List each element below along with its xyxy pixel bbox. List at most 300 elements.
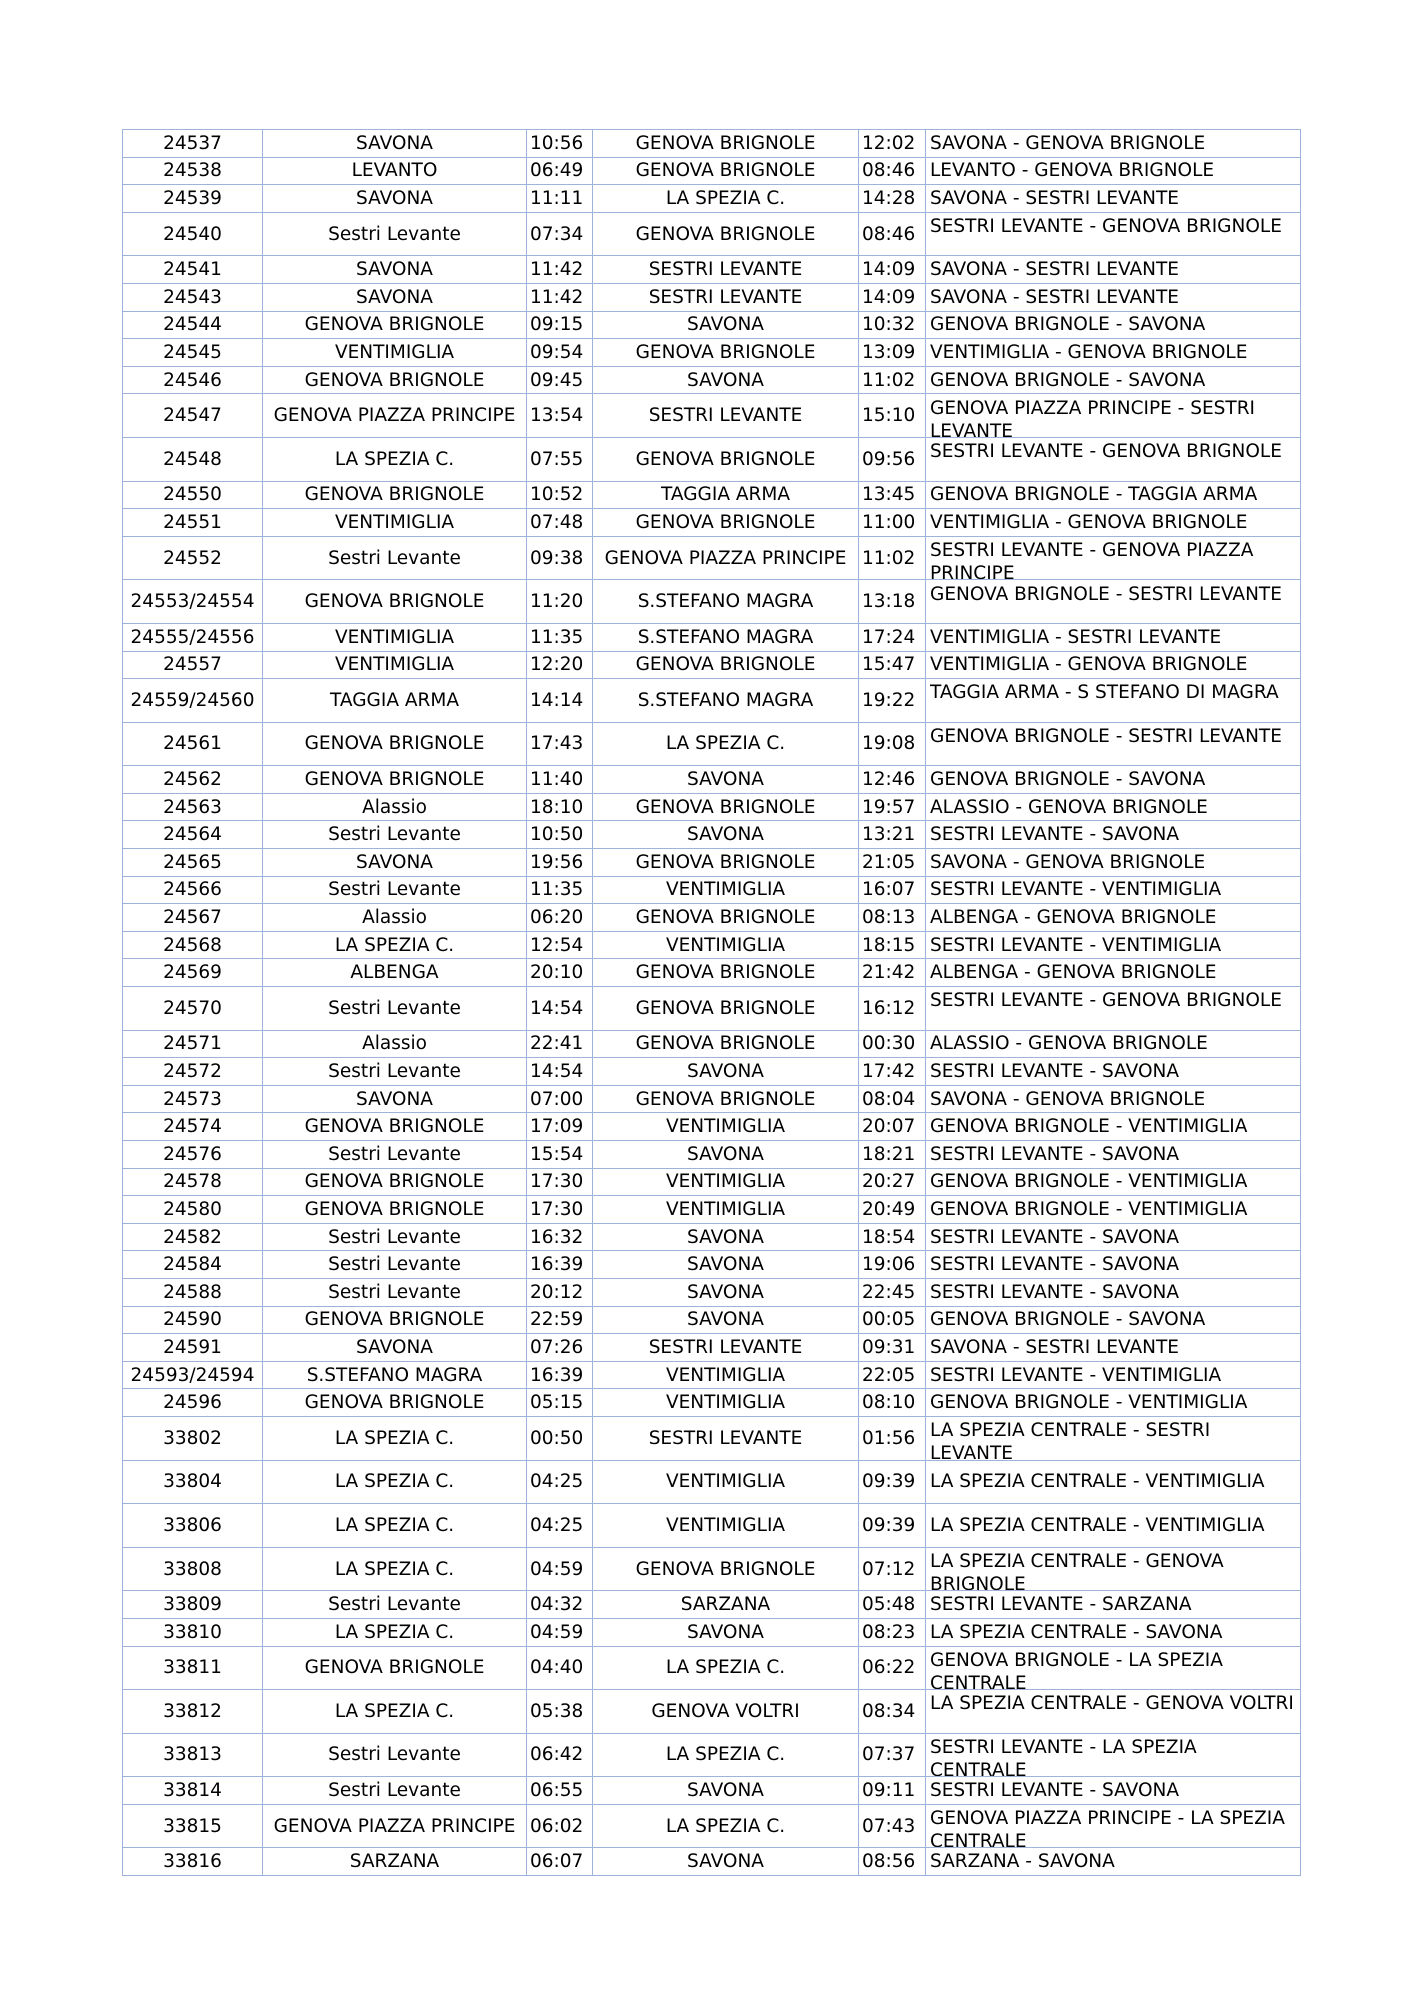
table-row [123, 481, 1301, 509]
departure-time-cell: 07:26 [527, 1334, 593, 1362]
origin-station-cell: Sestri Levante [263, 1141, 527, 1169]
table-row [123, 1223, 1301, 1251]
timetable [122, 129, 1301, 1876]
departure-time-cell: 07:34 [527, 212, 593, 256]
arrival-time-cell: 22:05 [859, 1361, 926, 1389]
train-number-cell: 24545 [123, 339, 263, 367]
table-row [123, 679, 1301, 723]
route-description-cell [926, 987, 1301, 1031]
train-number-cell: 24540 [123, 212, 263, 256]
table-row [123, 509, 1301, 537]
departure-time-cell: 15:54 [527, 1141, 593, 1169]
train-number-cell: 24555/24556 [123, 623, 263, 651]
origin-station-cell: GENOVA BRIGNOLE [263, 1168, 527, 1196]
table-row [123, 1168, 1301, 1196]
departure-time-cell: 18:10 [527, 793, 593, 821]
origin-station-cell: Sestri Levante [263, 876, 527, 904]
origin-station-cell: Alassio [263, 1030, 527, 1058]
arrival-time-cell: 20:27 [859, 1168, 926, 1196]
destination-station-cell: GENOVA BRIGNOLE [593, 793, 859, 821]
table-row [123, 1361, 1301, 1389]
arrival-time-cell: 13:21 [859, 821, 926, 849]
train-number-cell: 24541 [123, 256, 263, 284]
origin-station-cell: GENOVA BRIGNOLE [263, 1389, 527, 1417]
destination-station-cell: S.STEFANO MAGRA [593, 623, 859, 651]
arrival-time-cell: 19:06 [859, 1251, 926, 1279]
route-description-cell: SAVONA - GENOVA BRIGNOLE [926, 1085, 1301, 1113]
train-number-cell: 24580 [123, 1196, 263, 1224]
origin-station-cell: SAVONA [263, 849, 527, 877]
departure-time-cell: 06:02 [527, 1804, 593, 1848]
route-description-cell: GENOVA BRIGNOLE - VENTIMIGLIA [926, 1168, 1301, 1196]
departure-time-cell: 06:07 [527, 1848, 593, 1876]
origin-station-cell: LA SPEZIA C. [263, 1504, 527, 1548]
arrival-time-cell: 19:08 [859, 722, 926, 766]
route-description-cell: SESTRI LEVANTE - VENTIMIGLIA [926, 1361, 1301, 1389]
destination-station-cell: VENTIMIGLIA [593, 1504, 859, 1548]
departure-time-cell: 16:32 [527, 1223, 593, 1251]
route-description-cell: GENOVA BRIGNOLE - SAVONA [926, 1306, 1301, 1334]
origin-station-cell: TAGGIA ARMA [263, 679, 527, 723]
train-number-cell: 24539 [123, 185, 263, 213]
route-description-cell: SESTRI LEVANTE - SAVONA [926, 1141, 1301, 1169]
table-row [123, 1646, 1301, 1690]
train-number-cell: 33808 [123, 1547, 263, 1591]
arrival-time-cell: 08:10 [859, 1389, 926, 1417]
route-description-text: GENOVA PIAZZA PRINCIPE - SESTRI LEVANTE [930, 397, 1256, 437]
train-number-cell: 24588 [123, 1278, 263, 1306]
destination-station-cell: GENOVA VOLTRI [593, 1690, 859, 1734]
departure-time-cell: 04:25 [527, 1504, 593, 1548]
destination-station-cell: GENOVA BRIGNOLE [593, 130, 859, 158]
arrival-time-cell: 09:11 [859, 1777, 926, 1805]
arrival-time-cell: 00:05 [859, 1306, 926, 1334]
train-number-cell: 24559/24560 [123, 679, 263, 723]
origin-station-cell: ALBENGA [263, 959, 527, 987]
origin-station-cell: Sestri Levante [263, 1591, 527, 1619]
route-description-cell: SAVONA - SESTRI LEVANTE [926, 256, 1301, 284]
origin-station-cell: Alassio [263, 793, 527, 821]
arrival-time-cell: 07:37 [859, 1733, 926, 1777]
table-row [123, 1733, 1301, 1777]
route-description-text: GENOVA BRIGNOLE - SESTRI LEVANTE [930, 583, 1282, 605]
train-number-cell: 24582 [123, 1223, 263, 1251]
departure-time-cell: 12:20 [527, 651, 593, 679]
origin-station-cell: GENOVA BRIGNOLE [263, 766, 527, 794]
table-row [123, 1030, 1301, 1058]
origin-station-cell: GENOVA BRIGNOLE [263, 1306, 527, 1334]
destination-station-cell: SAVONA [593, 311, 859, 339]
table-row [123, 1085, 1301, 1113]
train-number-cell: 33813 [123, 1733, 263, 1777]
destination-station-cell: SAVONA [593, 1306, 859, 1334]
departure-time-cell: 06:55 [527, 1777, 593, 1805]
table-row [123, 793, 1301, 821]
table-row [123, 157, 1301, 185]
departure-time-cell: 07:55 [527, 437, 593, 481]
train-number-cell: 24563 [123, 793, 263, 821]
departure-time-cell: 09:54 [527, 339, 593, 367]
train-number-cell: 33810 [123, 1618, 263, 1646]
departure-time-cell: 04:32 [527, 1591, 593, 1619]
route-description-cell: LEVANTO - GENOVA BRIGNOLE [926, 157, 1301, 185]
destination-station-cell: SAVONA [593, 1278, 859, 1306]
destination-station-cell: SESTRI LEVANTE [593, 283, 859, 311]
train-number-cell: 24565 [123, 849, 263, 877]
train-number-cell: 24591 [123, 1334, 263, 1362]
table-row [123, 212, 1301, 256]
departure-time-cell: 12:54 [527, 931, 593, 959]
origin-station-cell: VENTIMIGLIA [263, 623, 527, 651]
destination-station-cell: VENTIMIGLIA [593, 931, 859, 959]
train-number-cell: 24572 [123, 1058, 263, 1086]
route-description-cell [926, 1547, 1301, 1591]
departure-time-cell: 06:42 [527, 1733, 593, 1777]
table-row [123, 339, 1301, 367]
arrival-time-cell: 08:34 [859, 1690, 926, 1734]
route-description-cell [926, 1804, 1301, 1848]
destination-station-cell: SAVONA [593, 1777, 859, 1805]
table-row [123, 876, 1301, 904]
departure-time-cell: 11:42 [527, 283, 593, 311]
departure-time-cell: 17:43 [527, 722, 593, 766]
route-description-cell [926, 1733, 1301, 1777]
route-description-text: GENOVA PIAZZA PRINCIPE - LA SPEZIA CENTRALE [930, 1808, 1285, 1848]
departure-time-cell: 04:25 [527, 1460, 593, 1504]
departure-time-cell: 22:59 [527, 1306, 593, 1334]
route-description-cell [926, 1646, 1301, 1690]
route-description-cell: VENTIMIGLIA - GENOVA BRIGNOLE [926, 339, 1301, 367]
train-number-cell: 24570 [123, 987, 263, 1031]
train-number-cell: 24571 [123, 1030, 263, 1058]
arrival-time-cell: 19:57 [859, 793, 926, 821]
train-number-cell: 24576 [123, 1141, 263, 1169]
route-description-cell: SESTRI LEVANTE - VENTIMIGLIA [926, 876, 1301, 904]
destination-station-cell: SAVONA [593, 1058, 859, 1086]
origin-station-cell: S.STEFANO MAGRA [263, 1361, 527, 1389]
arrival-time-cell: 07:12 [859, 1547, 926, 1591]
origin-station-cell: LA SPEZIA C. [263, 1618, 527, 1646]
table-row [123, 1460, 1301, 1504]
origin-station-cell: LA SPEZIA C. [263, 437, 527, 481]
train-number-cell: 33802 [123, 1416, 263, 1460]
origin-station-cell: SAVONA [263, 1334, 527, 1362]
route-description-cell: SAVONA - SESTRI LEVANTE [926, 283, 1301, 311]
destination-station-cell: GENOVA BRIGNOLE [593, 1030, 859, 1058]
table-row [123, 959, 1301, 987]
train-number-cell: 33816 [123, 1848, 263, 1876]
origin-station-cell: Sestri Levante [263, 1733, 527, 1777]
origin-station-cell: Sestri Levante [263, 821, 527, 849]
destination-station-cell: SAVONA [593, 821, 859, 849]
destination-station-cell: GENOVA BRIGNOLE [593, 212, 859, 256]
route-description-cell: ALASSIO - GENOVA BRIGNOLE [926, 793, 1301, 821]
departure-time-cell: 09:38 [527, 536, 593, 580]
route-description-text: LA SPEZIA CENTRALE - SESTRI LEVANTE [930, 1420, 1211, 1460]
table-row [123, 580, 1301, 624]
departure-time-cell: 07:48 [527, 509, 593, 537]
origin-station-cell: LEVANTO [263, 157, 527, 185]
destination-station-cell: VENTIMIGLIA [593, 1168, 859, 1196]
train-number-cell: 24548 [123, 437, 263, 481]
departure-time-cell: 11:35 [527, 623, 593, 651]
arrival-time-cell: 08:46 [859, 212, 926, 256]
departure-time-cell: 20:10 [527, 959, 593, 987]
train-number-cell: 24584 [123, 1251, 263, 1279]
departure-time-cell: 10:56 [527, 130, 593, 158]
table-row [123, 1141, 1301, 1169]
departure-time-cell: 11:11 [527, 185, 593, 213]
timetable-body [123, 130, 1301, 1876]
origin-station-cell: LA SPEZIA C. [263, 1416, 527, 1460]
train-number-cell: 33806 [123, 1504, 263, 1548]
origin-station-cell: SARZANA [263, 1848, 527, 1876]
destination-station-cell: LA SPEZIA C. [593, 1733, 859, 1777]
departure-time-cell: 11:20 [527, 580, 593, 624]
origin-station-cell: GENOVA BRIGNOLE [263, 580, 527, 624]
destination-station-cell: GENOVA BRIGNOLE [593, 849, 859, 877]
train-number-cell: 24550 [123, 481, 263, 509]
route-description-cell: LA SPEZIA CENTRALE - SAVONA [926, 1618, 1301, 1646]
route-description-cell: GENOVA BRIGNOLE - VENTIMIGLIA [926, 1196, 1301, 1224]
route-description-cell: VENTIMIGLIA - GENOVA BRIGNOLE [926, 509, 1301, 537]
table-row [123, 1196, 1301, 1224]
train-number-cell: 33815 [123, 1804, 263, 1848]
train-number-cell: 33812 [123, 1690, 263, 1734]
destination-station-cell: GENOVA BRIGNOLE [593, 437, 859, 481]
origin-station-cell: GENOVA BRIGNOLE [263, 1113, 527, 1141]
route-description-text: SESTRI LEVANTE - LA SPEZIA CENTRALE [930, 1736, 1197, 1776]
train-number-cell: 24568 [123, 931, 263, 959]
destination-station-cell: SAVONA [593, 366, 859, 394]
route-description-cell: SESTRI LEVANTE - VENTIMIGLIA [926, 931, 1301, 959]
destination-station-cell: SAVONA [593, 1848, 859, 1876]
arrival-time-cell: 18:54 [859, 1223, 926, 1251]
arrival-time-cell: 08:04 [859, 1085, 926, 1113]
arrival-time-cell: 19:22 [859, 679, 926, 723]
arrival-time-cell: 08:13 [859, 904, 926, 932]
table-row [123, 1848, 1301, 1876]
departure-time-cell: 20:12 [527, 1278, 593, 1306]
arrival-time-cell: 14:28 [859, 185, 926, 213]
origin-station-cell: LA SPEZIA C. [263, 1690, 527, 1734]
arrival-time-cell: 20:07 [859, 1113, 926, 1141]
arrival-time-cell: 12:46 [859, 766, 926, 794]
table-row [123, 437, 1301, 481]
arrival-time-cell: 11:02 [859, 536, 926, 580]
destination-station-cell: S.STEFANO MAGRA [593, 580, 859, 624]
departure-time-cell: 06:20 [527, 904, 593, 932]
departure-time-cell: 16:39 [527, 1251, 593, 1279]
destination-station-cell: VENTIMIGLIA [593, 876, 859, 904]
route-description-cell [926, 679, 1301, 723]
arrival-time-cell: 12:02 [859, 130, 926, 158]
train-number-cell: 33809 [123, 1591, 263, 1619]
origin-station-cell: SAVONA [263, 1085, 527, 1113]
train-number-cell: 24551 [123, 509, 263, 537]
route-description-text: LA SPEZIA CENTRALE - GENOVA BRIGNOLE [930, 1551, 1224, 1591]
table-row [123, 722, 1301, 766]
departure-time-cell: 04:40 [527, 1646, 593, 1690]
train-number-cell: 24564 [123, 821, 263, 849]
origin-station-cell: Sestri Levante [263, 536, 527, 580]
destination-station-cell: GENOVA BRIGNOLE [593, 651, 859, 679]
departure-time-cell: 06:49 [527, 157, 593, 185]
arrival-time-cell: 17:24 [859, 623, 926, 651]
train-number-cell: 24543 [123, 283, 263, 311]
departure-time-cell: 05:15 [527, 1389, 593, 1417]
route-description-cell: SAVONA - GENOVA BRIGNOLE [926, 130, 1301, 158]
route-description-cell [926, 580, 1301, 624]
route-description-text: TAGGIA ARMA - S STEFANO DI MAGRA [930, 682, 1279, 704]
route-description-cell: SESTRI LEVANTE - SAVONA [926, 821, 1301, 849]
origin-station-cell: GENOVA PIAZZA PRINCIPE [263, 1804, 527, 1848]
table-row [123, 1504, 1301, 1548]
origin-station-cell: Sestri Levante [263, 1251, 527, 1279]
train-number-cell: 24544 [123, 311, 263, 339]
destination-station-cell: VENTIMIGLIA [593, 1361, 859, 1389]
destination-station-cell: GENOVA BRIGNOLE [593, 1547, 859, 1591]
arrival-time-cell: 14:09 [859, 256, 926, 284]
arrival-time-cell: 13:45 [859, 481, 926, 509]
route-description-cell: LA SPEZIA CENTRALE - VENTIMIGLIA [926, 1460, 1301, 1504]
origin-station-cell: SAVONA [263, 283, 527, 311]
train-number-cell: 24566 [123, 876, 263, 904]
route-description-cell [926, 1416, 1301, 1460]
table-row [123, 849, 1301, 877]
destination-station-cell: TAGGIA ARMA [593, 481, 859, 509]
route-description-cell [926, 394, 1301, 438]
destination-station-cell: SARZANA [593, 1591, 859, 1619]
arrival-time-cell: 10:32 [859, 311, 926, 339]
train-number-cell: 24537 [123, 130, 263, 158]
train-number-cell: 24553/24554 [123, 580, 263, 624]
arrival-time-cell: 20:49 [859, 1196, 926, 1224]
train-number-cell: 24578 [123, 1168, 263, 1196]
table-row [123, 283, 1301, 311]
table-row [123, 821, 1301, 849]
route-description-cell: SESTRI LEVANTE - SAVONA [926, 1777, 1301, 1805]
train-number-cell: 24547 [123, 394, 263, 438]
route-description-cell: GENOVA BRIGNOLE - SAVONA [926, 366, 1301, 394]
arrival-time-cell: 09:39 [859, 1460, 926, 1504]
route-description-cell: SESTRI LEVANTE - SAVONA [926, 1058, 1301, 1086]
route-description-cell: SESTRI LEVANTE - SAVONA [926, 1223, 1301, 1251]
destination-station-cell: SAVONA [593, 1223, 859, 1251]
table-row [123, 1777, 1301, 1805]
departure-time-cell: 17:09 [527, 1113, 593, 1141]
departure-time-cell: 09:15 [527, 311, 593, 339]
route-description-text: GENOVA BRIGNOLE - SESTRI LEVANTE [930, 725, 1282, 747]
destination-station-cell: S.STEFANO MAGRA [593, 679, 859, 723]
origin-station-cell: GENOVA BRIGNOLE [263, 481, 527, 509]
origin-station-cell: GENOVA BRIGNOLE [263, 1196, 527, 1224]
departure-time-cell: 14:54 [527, 987, 593, 1031]
origin-station-cell: GENOVA PIAZZA PRINCIPE [263, 394, 527, 438]
departure-time-cell: 07:00 [527, 1085, 593, 1113]
origin-station-cell: Sestri Levante [263, 1223, 527, 1251]
origin-station-cell: VENTIMIGLIA [263, 509, 527, 537]
origin-station-cell: LA SPEZIA C. [263, 1547, 527, 1591]
destination-station-cell: GENOVA BRIGNOLE [593, 509, 859, 537]
arrival-time-cell: 15:10 [859, 394, 926, 438]
departure-time-cell: 10:52 [527, 481, 593, 509]
route-description-cell: VENTIMIGLIA - GENOVA BRIGNOLE [926, 651, 1301, 679]
destination-station-cell: SAVONA [593, 1141, 859, 1169]
departure-time-cell: 16:39 [527, 1361, 593, 1389]
origin-station-cell: Sestri Levante [263, 1777, 527, 1805]
origin-station-cell: VENTIMIGLIA [263, 339, 527, 367]
table-row [123, 623, 1301, 651]
table-row [123, 1113, 1301, 1141]
origin-station-cell: GENOVA BRIGNOLE [263, 311, 527, 339]
route-description-cell: SAVONA - SESTRI LEVANTE [926, 185, 1301, 213]
destination-station-cell: LA SPEZIA C. [593, 722, 859, 766]
table-row [123, 1306, 1301, 1334]
route-description-text: SESTRI LEVANTE - GENOVA BRIGNOLE [930, 441, 1282, 463]
departure-time-cell: 00:50 [527, 1416, 593, 1460]
table-row [123, 394, 1301, 438]
destination-station-cell: LA SPEZIA C. [593, 185, 859, 213]
table-row [123, 1058, 1301, 1086]
origin-station-cell: LA SPEZIA C. [263, 931, 527, 959]
table-row [123, 1334, 1301, 1362]
departure-time-cell: 17:30 [527, 1196, 593, 1224]
route-description-cell: LA SPEZIA CENTRALE - VENTIMIGLIA [926, 1504, 1301, 1548]
route-description-text: LA SPEZIA CENTRALE - GENOVA VOLTRI [930, 1693, 1294, 1715]
table-row [123, 904, 1301, 932]
destination-station-cell: VENTIMIGLIA [593, 1196, 859, 1224]
arrival-time-cell: 17:42 [859, 1058, 926, 1086]
departure-time-cell: 19:56 [527, 849, 593, 877]
origin-station-cell: GENOVA BRIGNOLE [263, 722, 527, 766]
departure-time-cell: 11:35 [527, 876, 593, 904]
arrival-time-cell: 08:46 [859, 157, 926, 185]
destination-station-cell: SAVONA [593, 1251, 859, 1279]
arrival-time-cell: 00:30 [859, 1030, 926, 1058]
table-row [123, 931, 1301, 959]
destination-station-cell: VENTIMIGLIA [593, 1113, 859, 1141]
destination-station-cell: SESTRI LEVANTE [593, 1416, 859, 1460]
departure-time-cell: 04:59 [527, 1618, 593, 1646]
destination-station-cell: SESTRI LEVANTE [593, 256, 859, 284]
origin-station-cell: Sestri Levante [263, 1058, 527, 1086]
train-number-cell: 24567 [123, 904, 263, 932]
arrival-time-cell: 11:00 [859, 509, 926, 537]
table-row [123, 987, 1301, 1031]
route-description-cell: ALBENGA - GENOVA BRIGNOLE [926, 904, 1301, 932]
table-row [123, 311, 1301, 339]
departure-time-cell: 17:30 [527, 1168, 593, 1196]
origin-station-cell: SAVONA [263, 256, 527, 284]
destination-station-cell: GENOVA BRIGNOLE [593, 987, 859, 1031]
destination-station-cell: GENOVA BRIGNOLE [593, 339, 859, 367]
arrival-time-cell: 09:39 [859, 1504, 926, 1548]
table-row [123, 1251, 1301, 1279]
table-row [123, 1591, 1301, 1619]
route-description-cell [926, 536, 1301, 580]
origin-station-cell: SAVONA [263, 185, 527, 213]
route-description-text: SESTRI LEVANTE - GENOVA PIAZZA PRINCIPE [930, 540, 1254, 580]
table-row [123, 1547, 1301, 1591]
table-row [123, 1416, 1301, 1460]
table-row [123, 651, 1301, 679]
route-description-cell [926, 437, 1301, 481]
destination-station-cell: VENTIMIGLIA [593, 1460, 859, 1504]
route-description-cell: GENOVA BRIGNOLE - SAVONA [926, 766, 1301, 794]
origin-station-cell: Sestri Levante [263, 1278, 527, 1306]
table-row [123, 766, 1301, 794]
